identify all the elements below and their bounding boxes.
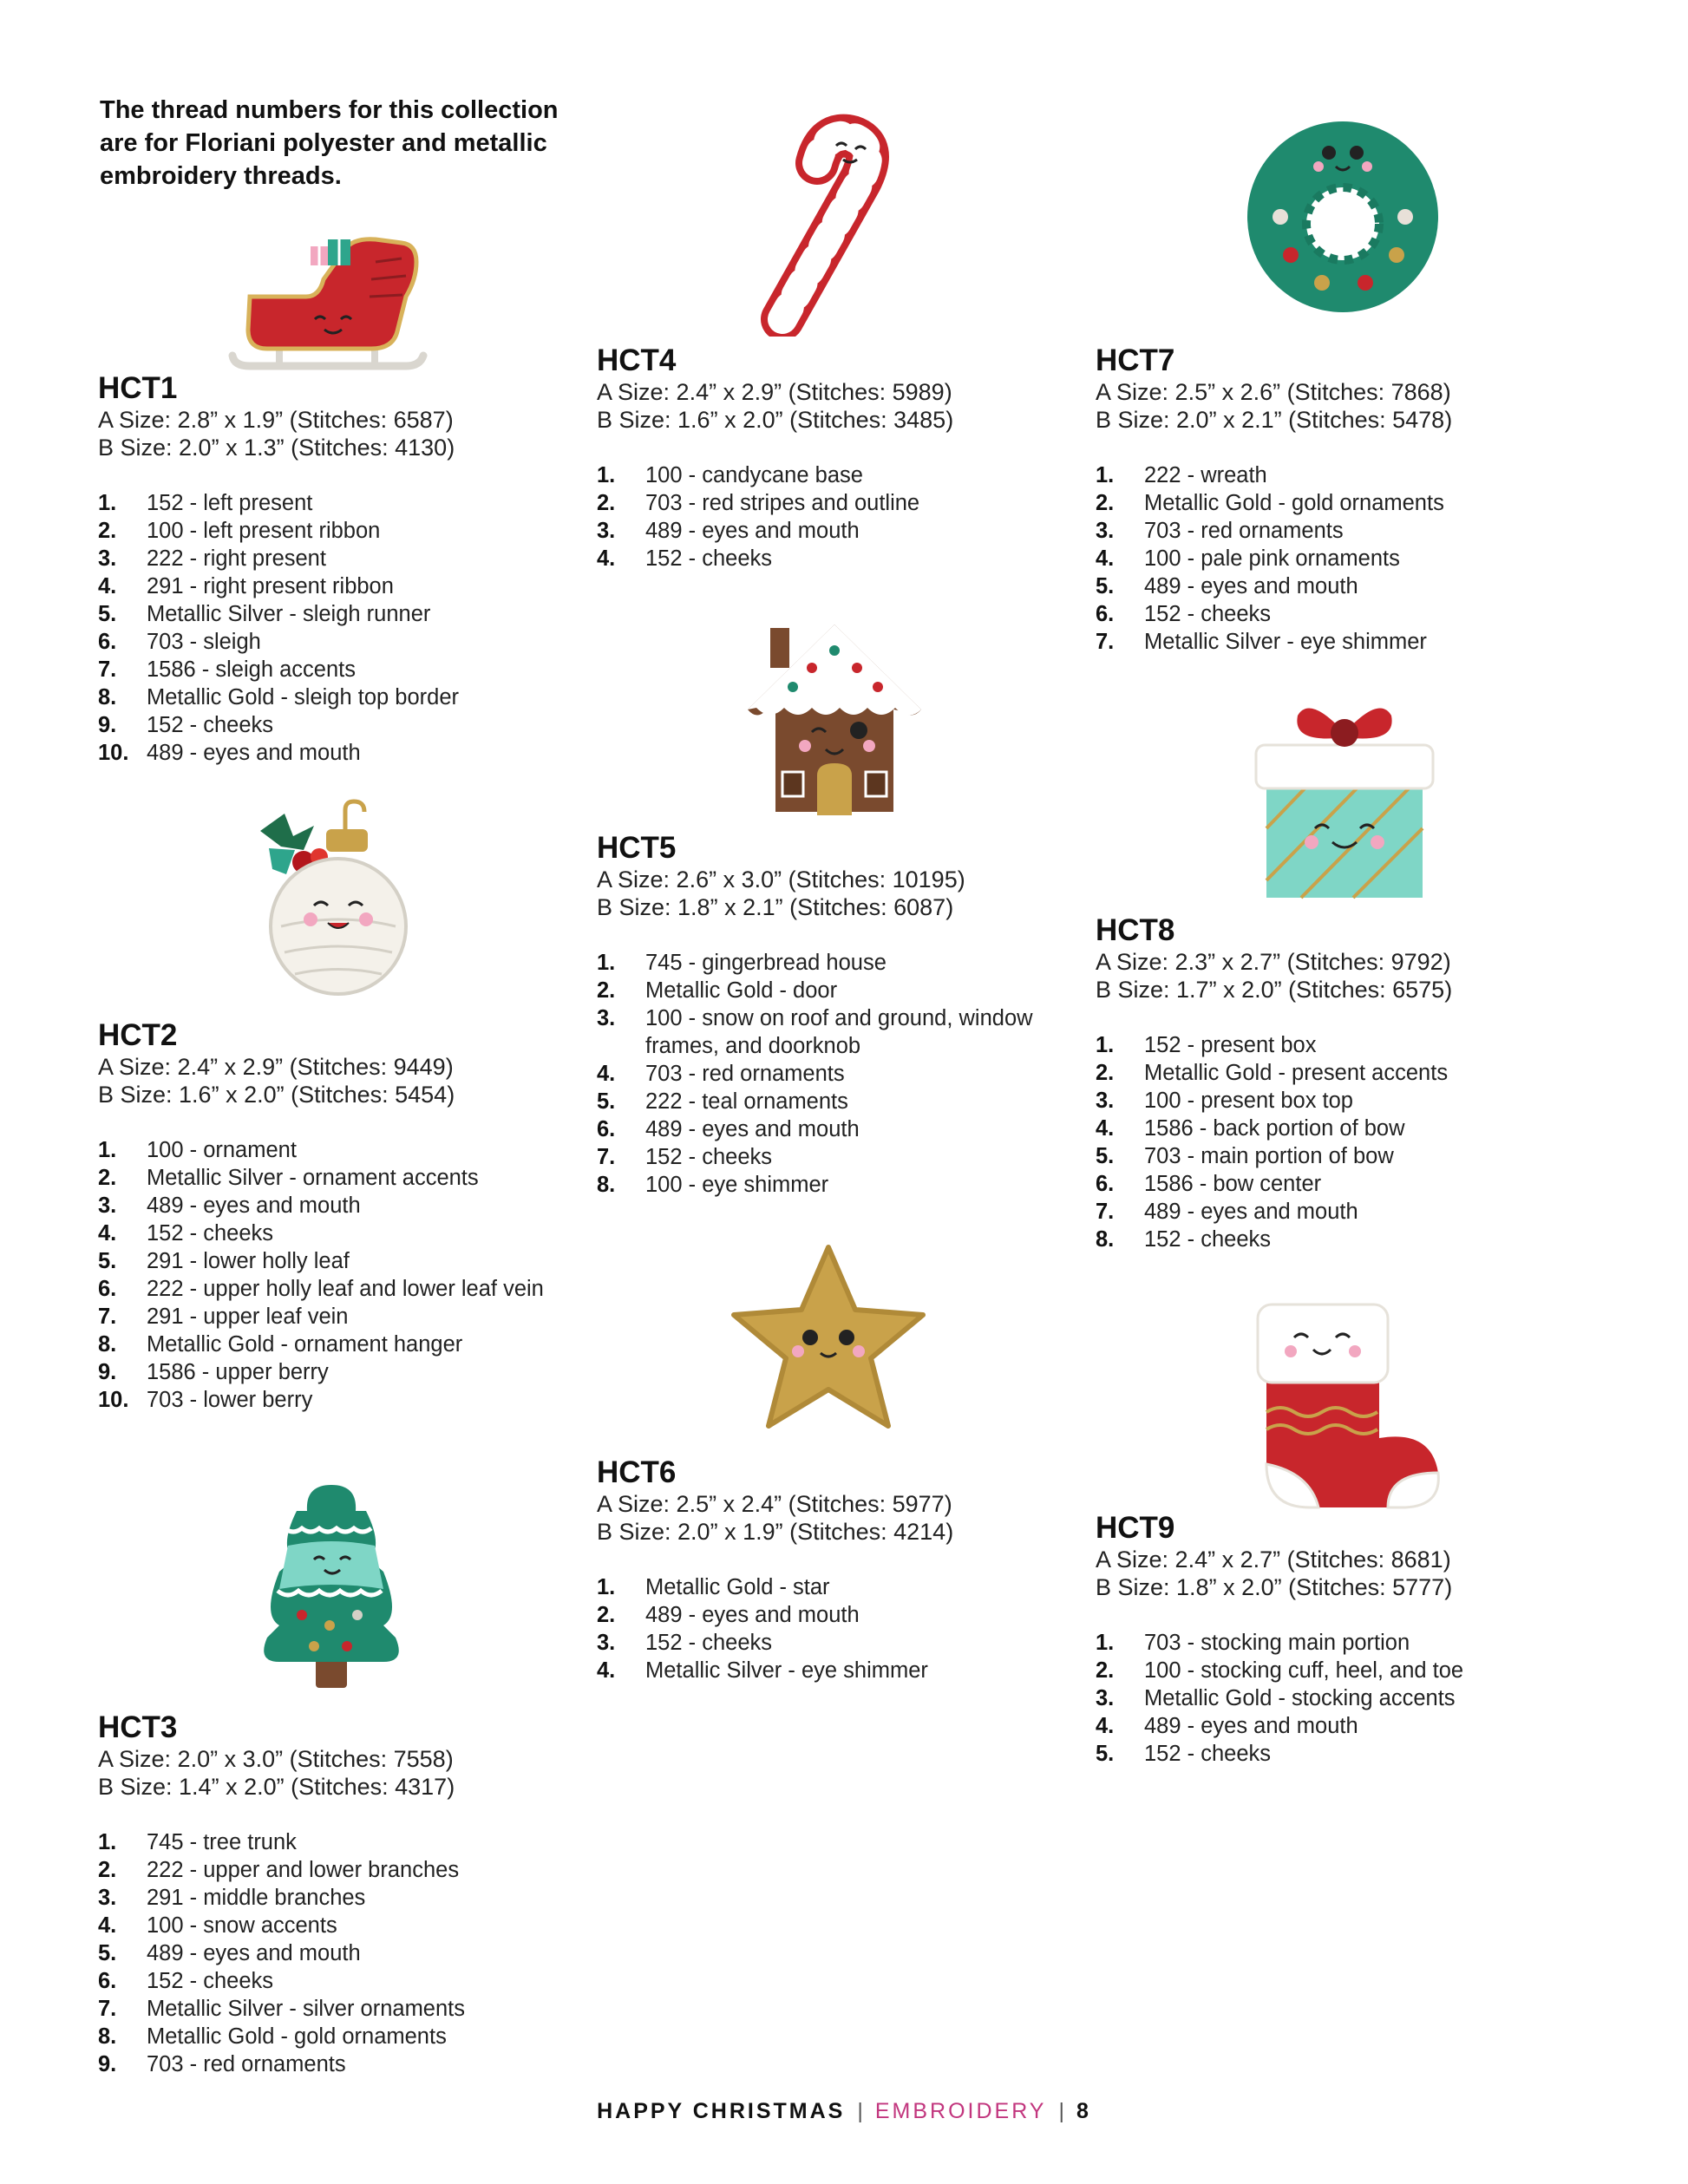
thread-number: 6. [98,630,117,654]
size-b: B Size: 2.0” x 1.3” (Stitches: 4130) [98,435,455,461]
thread-item [1096,1712,1581,1740]
thread-number: 2. [597,1603,616,1627]
thread-item [98,1275,558,1303]
gingerbread-house-illustration [739,607,930,824]
design-hct3 [98,1710,584,2078]
thread-item [1096,461,1581,489]
thread-number: 8. [98,685,117,709]
thread-number: 7. [98,657,117,682]
footer-subtitle: EMBROIDERY [874,2099,1047,2123]
thread-item [98,517,584,545]
candy-cane-illustration [748,111,930,337]
thread-item [98,1856,584,1884]
thread-number: 4. [98,574,117,598]
size-a: A Size: 2.4” x 2.9” (Stitches: 5989) [597,379,952,405]
thread-item [597,949,1083,977]
thread-number: 7. [1096,1200,1115,1224]
thread-description: 745 - gingerbread house [645,951,887,975]
sleigh-illustration [224,227,432,375]
thread-number: 1. [597,463,616,487]
thread-description: 703 - red ornaments [1144,519,1344,543]
thread-number: 6. [1096,602,1115,626]
thread-description: Metallic Gold - gold ornaments [147,2024,447,2049]
thread-number: 7. [98,1305,117,1329]
thread-number: 4. [597,546,616,571]
thread-description: Metallic Gold - gold ornaments [1144,491,1444,515]
thread-item [98,1828,584,1856]
thread-item [597,517,1083,545]
design-hct9 [1096,1511,1581,1768]
size-a: A Size: 2.4” x 2.7” (Stitches: 8681) [1096,1546,1451,1573]
thread-number: 8. [597,1173,616,1197]
thread-number: 5. [98,1941,117,1965]
design-code: HCT3 [98,1710,178,1744]
thread-description: Metallic Gold - stocking accents [1144,1686,1456,1710]
thread-list [597,461,1083,572]
thread-number: 3. [98,546,117,571]
thread-item [98,1358,558,1386]
thread-item [1096,1115,1581,1142]
thread-number: 1. [98,491,117,515]
page-number: 8 [1076,2099,1091,2123]
thread-item [98,1939,584,1967]
thread-number: 2. [597,978,616,1003]
thread-item [1096,517,1581,545]
thread-number: 6. [98,1969,117,1993]
thread-number: 7. [597,1145,616,1169]
christmas-tree-illustration [253,1476,409,1702]
thread-number: 5. [1096,1742,1115,1766]
thread-item [98,1331,558,1358]
thread-description: 100 - eye shimmer [645,1173,829,1197]
thread-list [98,1136,558,1414]
thread-number: 2. [1096,491,1115,515]
thread-description: Metallic Silver - sleigh runner [147,602,431,626]
thread-description: 100 - snow on roof and ground, window frames, and doorknob [645,1006,1033,1058]
thread-number: 8. [1096,1227,1115,1252]
thread-number: 3. [597,519,616,543]
thread-item [98,600,584,628]
thread-description: 1586 - bow center [1144,1172,1322,1196]
thread-item [1096,489,1581,517]
thread-number: 7. [1096,630,1115,654]
thread-description: 152 - cheeks [645,546,773,571]
wreath-illustration [1239,113,1447,321]
thread-description: Metallic Silver - eye shimmer [1144,630,1427,654]
thread-item [98,1164,558,1192]
thread-item [597,1115,1083,1143]
thread-item [1096,1170,1581,1198]
thread-description: 152 - left present [147,491,313,515]
thread-description: 152 - cheeks [645,1145,773,1169]
thread-number: 1. [98,1830,117,1854]
thread-item [98,1303,558,1331]
thread-description: 703 - stocking main portion [1144,1631,1410,1655]
thread-item [1096,1657,1581,1684]
thread-description: 152 - cheeks [147,713,274,737]
thread-number: 1. [1096,1033,1115,1057]
size-a: A Size: 2.5” x 2.6” (Stitches: 7868) [1096,379,1451,405]
thread-list [1096,461,1581,656]
thread-number: 5. [1096,574,1115,598]
thread-item [98,2050,584,2078]
thread-item [1096,545,1581,572]
thread-number: 8. [98,1332,117,1357]
thread-item [597,1143,1083,1171]
thread-number: 5. [98,602,117,626]
thread-description: 291 - upper leaf vein [147,1305,349,1329]
size-b: B Size: 1.4” x 2.0” (Stitches: 4317) [98,1774,455,1800]
thread-description: 152 - cheeks [645,1631,773,1655]
design-hct4 [597,343,1083,572]
thread-item [597,1004,1083,1060]
thread-item [98,1136,558,1164]
footer-divider: | [857,2099,863,2123]
thread-item [98,1192,558,1220]
size-b: B Size: 1.7” x 2.0” (Stitches: 6575) [1096,977,1453,1003]
thread-number: 9. [98,2052,117,2076]
thread-item [597,489,1083,517]
thread-description: 222 - upper holly leaf and lower leaf vein [147,1277,544,1301]
size-a: A Size: 2.6” x 3.0” (Stitches: 10195) [597,866,965,893]
design-code: HCT2 [98,1018,178,1052]
design-hct5 [597,831,1083,1199]
thread-number: 9. [98,1360,117,1384]
thread-item [597,1060,1083,1088]
design-code: HCT8 [1096,913,1175,947]
thread-number: 2. [1096,1061,1115,1085]
thread-description: 100 - pale pink ornaments [1144,546,1400,571]
thread-item [98,572,584,600]
thread-description: 489 - eyes and mouth [147,741,361,765]
thread-item [98,1912,584,1939]
thread-description: 100 - ornament [147,1138,297,1162]
size-a: A Size: 2.0” x 3.0” (Stitches: 7558) [98,1746,454,1772]
thread-number: 10. [98,1388,129,1412]
thread-number: 9. [98,713,117,737]
design-hct2 [98,1018,558,1414]
design-code: HCT4 [597,343,677,377]
thread-description: 489 - eyes and mouth [147,1941,361,1965]
thread-number: 2. [98,1166,117,1190]
thread-item [98,1247,558,1275]
design-code: HCT9 [1096,1511,1175,1545]
thread-number: 5. [98,1249,117,1273]
thread-item [98,1995,584,2023]
thread-item [1096,1059,1581,1087]
thread-item [1096,572,1581,600]
thread-description: 703 - red ornaments [147,2052,346,2076]
thread-list [1096,1629,1581,1768]
thread-item [98,1220,558,1247]
thread-number: 2. [1096,1658,1115,1683]
footer-title: HAPPY CHRISTMAS [597,2099,846,2123]
thread-number: 3. [1096,519,1115,543]
thread-item [98,545,584,572]
thread-number: 3. [98,1193,117,1218]
thread-number: 6. [1096,1172,1115,1196]
thread-item [98,656,584,683]
thread-number: 3. [597,1631,616,1655]
thread-number: 4. [1096,1714,1115,1738]
thread-number: 3. [1096,1686,1115,1710]
size-b: B Size: 2.0” x 1.9” (Stitches: 4214) [597,1519,954,1545]
size-a: A Size: 2.3” x 2.7” (Stitches: 9792) [1096,949,1451,975]
thread-description: 100 - candycane base [645,463,863,487]
thread-description: Metallic Silver - eye shimmer [645,1658,928,1683]
thread-list [597,1573,1083,1684]
thread-description: Metallic Gold - ornament hanger [147,1332,463,1357]
design-code: HCT5 [597,831,677,865]
size-b: B Size: 2.0” x 2.1” (Stitches: 5478) [1096,407,1453,433]
thread-description: 489 - eyes and mouth [645,519,860,543]
thread-description: 152 - present box [1144,1033,1317,1057]
thread-number: 4. [597,1062,616,1086]
present-illustration [1249,690,1440,906]
thread-item [98,739,584,767]
thread-number: 1. [98,1138,117,1162]
thread-description: 222 - upper and lower branches [147,1858,460,1882]
thread-description: 291 - lower holly leaf [147,1249,350,1273]
thread-description: 152 - cheeks [147,1969,274,1993]
thread-description: 152 - cheeks [1144,1742,1272,1766]
thread-number: 1. [1096,463,1115,487]
design-hct1 [98,371,584,767]
thread-number: 4. [98,1221,117,1246]
thread-description: 100 - present box top [1144,1089,1353,1113]
size-a: A Size: 2.5” x 2.4” (Stitches: 5977) [597,1491,952,1517]
thread-item [1096,1684,1581,1712]
thread-item [1096,1198,1581,1226]
design-code: HCT1 [98,371,178,405]
thread-description: 1586 - upper berry [147,1360,329,1384]
thread-item [98,1884,584,1912]
design-hct7 [1096,343,1581,656]
thread-number: 4. [1096,546,1115,571]
thread-description: Metallic Gold - door [645,978,838,1003]
thread-item [98,1386,558,1414]
thread-description: 703 - sleigh [147,630,261,654]
thread-description: Metallic Gold - present accents [1144,1061,1449,1085]
thread-number: 1. [1096,1631,1115,1655]
size-a: A Size: 2.8” x 1.9” (Stitches: 6587) [98,407,454,433]
thread-number: 3. [597,1006,616,1030]
thread-description: 291 - middle branches [147,1886,366,1910]
thread-description: 703 - main portion of bow [1144,1144,1394,1168]
thread-description: 745 - tree trunk [147,1830,297,1854]
thread-item [597,1629,1083,1657]
thread-description: 222 - right present [147,546,326,571]
thread-description: 489 - eyes and mouth [1144,1714,1358,1738]
thread-description: Metallic Silver - silver ornaments [147,1997,466,2021]
thread-number: 2. [597,491,616,515]
thread-description: 100 - stocking cuff, heel, and toe [1144,1658,1464,1683]
thread-number: 6. [98,1277,117,1301]
thread-number: 5. [1096,1144,1115,1168]
thread-item [1096,628,1581,656]
thread-description: 489 - eyes and mouth [645,1603,860,1627]
thread-number: 8. [98,2024,117,2049]
thread-description: 100 - left present ribbon [147,519,381,543]
size-b: B Size: 1.6” x 2.0” (Stitches: 5454) [98,1082,455,1108]
thread-item [597,545,1083,572]
thread-description: 152 - cheeks [1144,602,1272,626]
thread-item [597,1088,1083,1115]
thread-description: 222 - teal ornaments [645,1089,848,1114]
thread-list [98,1828,584,2078]
thread-item [597,1573,1083,1601]
thread-description: 703 - red ornaments [645,1062,845,1086]
stocking-illustration [1240,1299,1449,1516]
thread-item [597,1171,1083,1199]
thread-item [1096,600,1581,628]
thread-item [98,489,584,517]
thread-item [1096,1740,1581,1768]
thread-number: 3. [98,1886,117,1910]
footer-divider: | [1058,2099,1064,2123]
thread-description: 291 - right present ribbon [147,574,394,598]
thread-description: Metallic Gold - sleigh top border [147,685,460,709]
thread-number: 3. [1096,1089,1115,1113]
design-code: HCT6 [597,1455,677,1489]
thread-description: 703 - lower berry [147,1388,313,1412]
thread-item [1096,1087,1581,1115]
thread-description: 1586 - sleigh accents [147,657,356,682]
thread-number: 4. [1096,1116,1115,1141]
thread-number: 5. [597,1089,616,1114]
thread-number: 4. [98,1913,117,1938]
thread-number: 1. [597,951,616,975]
thread-description: Metallic Silver - ornament accents [147,1166,479,1190]
thread-item [1096,1629,1581,1657]
intro-text: The thread numbers for this collection are for Floriani polyester and metallic embroidery threads. [100,96,559,190]
thread-list [1096,1031,1581,1253]
thread-number: 7. [98,1997,117,2021]
thread-item [98,628,584,656]
size-b: B Size: 1.8” x 2.0” (Stitches: 5777) [1096,1574,1453,1600]
thread-description: 489 - eyes and mouth [1144,1200,1358,1224]
thread-item [597,1657,1083,1684]
star-illustration [729,1240,928,1440]
thread-list [597,949,1083,1199]
thread-description: 152 - cheeks [147,1221,274,1246]
thread-number: 1. [597,1575,616,1599]
size-a: A Size: 2.4” x 2.9” (Stitches: 9449) [98,1054,454,1080]
thread-item [1096,1142,1581,1170]
thread-item [597,461,1083,489]
thread-item [98,2023,584,2050]
thread-number: 4. [597,1658,616,1683]
thread-item [98,1967,584,1995]
thread-description: 703 - red stripes and outline [645,491,920,515]
thread-item [597,1601,1083,1629]
thread-description: 222 - wreath [1144,463,1267,487]
thread-description: 489 - eyes and mouth [147,1193,361,1218]
thread-item [1096,1031,1581,1059]
thread-number: 2. [98,519,117,543]
page-footer [0,2099,1688,2124]
thread-description: Metallic Gold - star [645,1575,830,1599]
thread-item [597,977,1083,1004]
thread-item [98,683,584,711]
ornament-illustration [243,796,416,996]
size-b: B Size: 1.8” x 2.1” (Stitches: 6087) [597,894,954,920]
thread-description: 489 - eyes and mouth [645,1117,860,1141]
thread-item [1096,1226,1581,1253]
thread-list [98,489,584,767]
thread-description: 100 - snow accents [147,1913,337,1938]
thread-description: 489 - eyes and mouth [1144,574,1358,598]
design-hct6 [597,1455,1083,1684]
thread-number: 2. [98,1858,117,1882]
thread-number: 10. [98,741,129,765]
design-code: HCT7 [1096,343,1175,377]
design-hct8 [1096,913,1581,1253]
thread-number: 6. [597,1117,616,1141]
thread-description: 1586 - back portion of bow [1144,1116,1405,1141]
thread-item [98,711,584,739]
thread-description: 152 - cheeks [1144,1227,1272,1252]
size-b: B Size: 1.6” x 2.0” (Stitches: 3485) [597,407,954,433]
